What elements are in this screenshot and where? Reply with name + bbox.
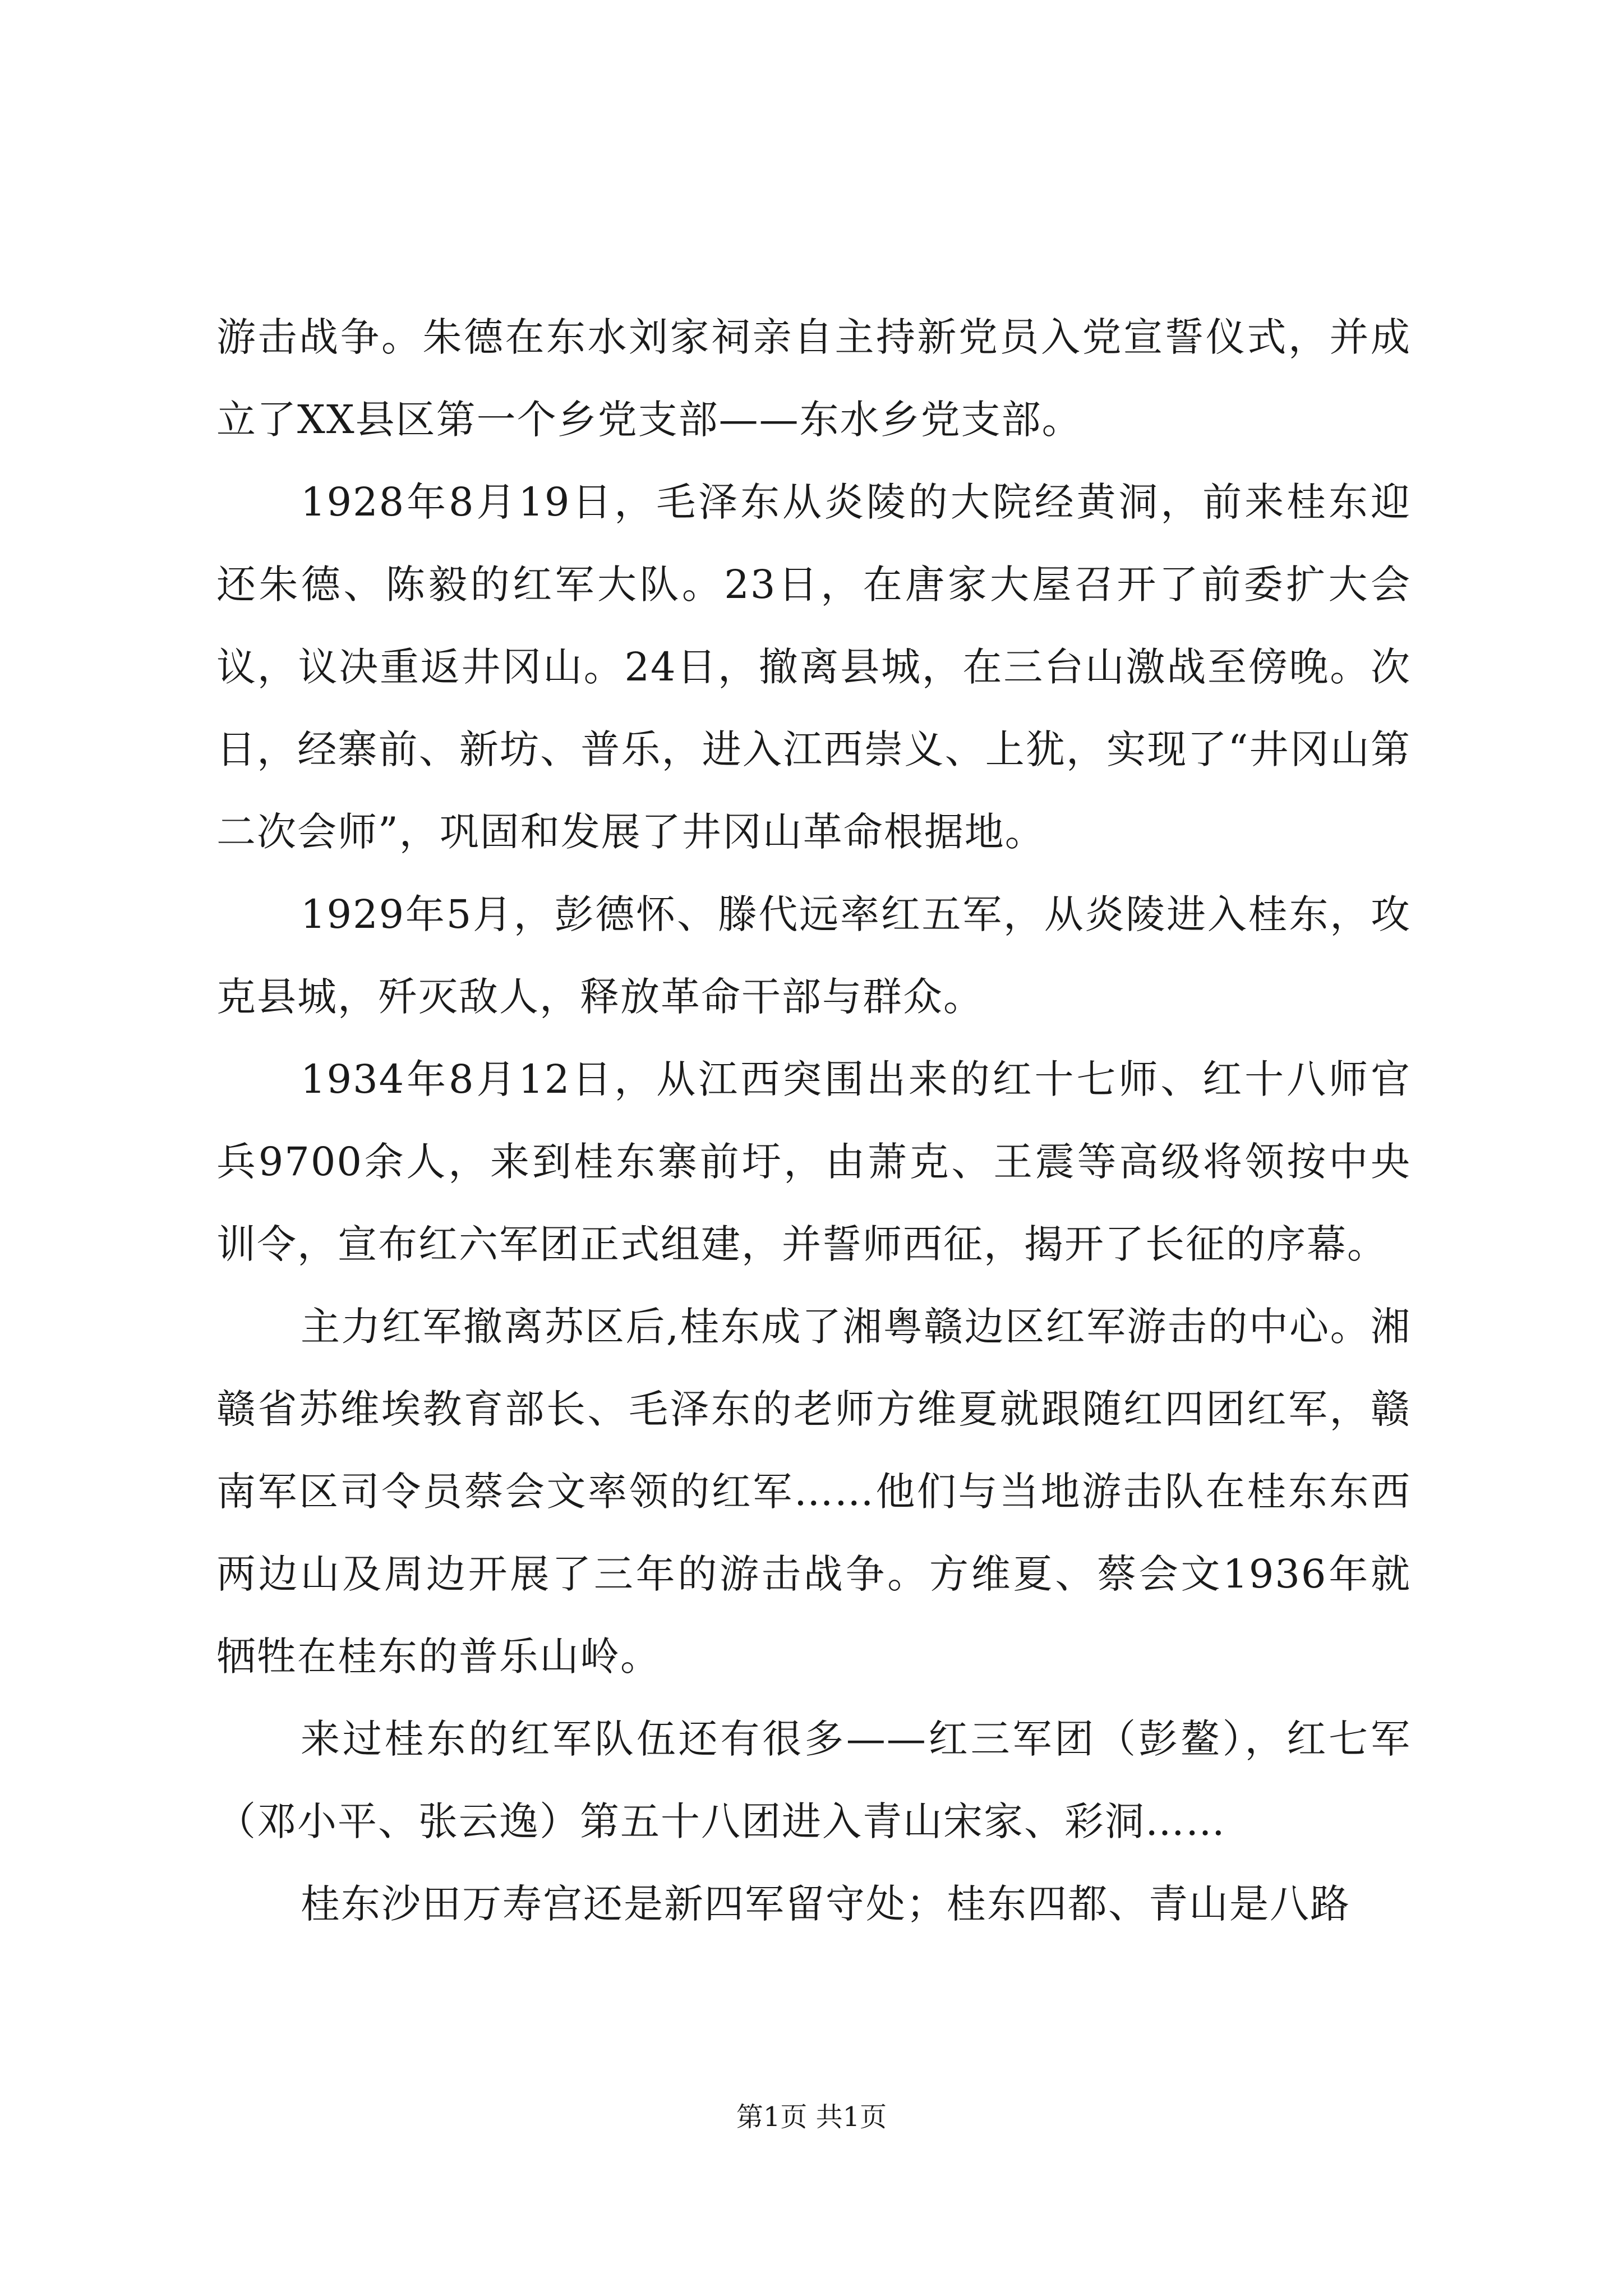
paragraph-6: 来过桂东的红军队伍还有很多——红三军团（彭鳌），红七军（邓小平、张云逸）第五十八团进入青山宋家、彩洞…… — [216, 1716, 1411, 1844]
paragraph-5: 主力红军撤离苏区后,桂东成了湘粤赣边区红军游击的中心。湘赣省苏维埃教育部长、毛泽东的老师方维夏就跟随红四团红军，赣南军区司令员蔡会文率领的红军……他们与当地游击队在桂东东西两边山及周边开展了三年的游击战争。方维夏、蔡会文1936年就牺牲在桂东的普乐山岭。 — [216, 1304, 1411, 1680]
paragraph-7: 桂东沙田万寿宫还是新四军留守处；桂东四都、青山是八路 — [301, 1881, 1350, 1927]
paragraph-1: 游击战争。朱德在东水刘家祠亲自主持新党员入党宣誓仪式，并成立了XX县区第一个乡党支部——东水乡党支部。 — [216, 314, 1411, 443]
page-footer: 第1页 共1页 — [736, 2101, 887, 2133]
document-body — [216, 296, 1411, 1945]
paragraph-3: 1929年5月，彭德怀、滕代远率红五军，从炎陵进入桂东，攻克县城，歼灭敌人，释放革命干部与群众。 — [216, 891, 1411, 1020]
paragraph-4: 1934年8月12日，从江西突围出来的红十七师、红十八师官兵9700余人，来到桂东寨前圩，由萧克、王震等高级将领按中央训令，宣布红六军团正式组建，并誓师西征，揭开了长征的序幕。 — [216, 1056, 1411, 1267]
paragraph-2: 1928年8月19日，毛泽东从炎陵的大院经黄洞，前来桂东迎还朱德、陈毅的红军大队。23日，在唐家大屋召开了前委扩大会议，议决重返井冈山。24日，撤离县城，在三台山激战至傍晚。次日，经寨前、新坊、普乐，进入江西崇义、上犹，实现了“井冈山第二次会师”，巩固和发展了井冈山革命根据地。 — [216, 479, 1411, 855]
